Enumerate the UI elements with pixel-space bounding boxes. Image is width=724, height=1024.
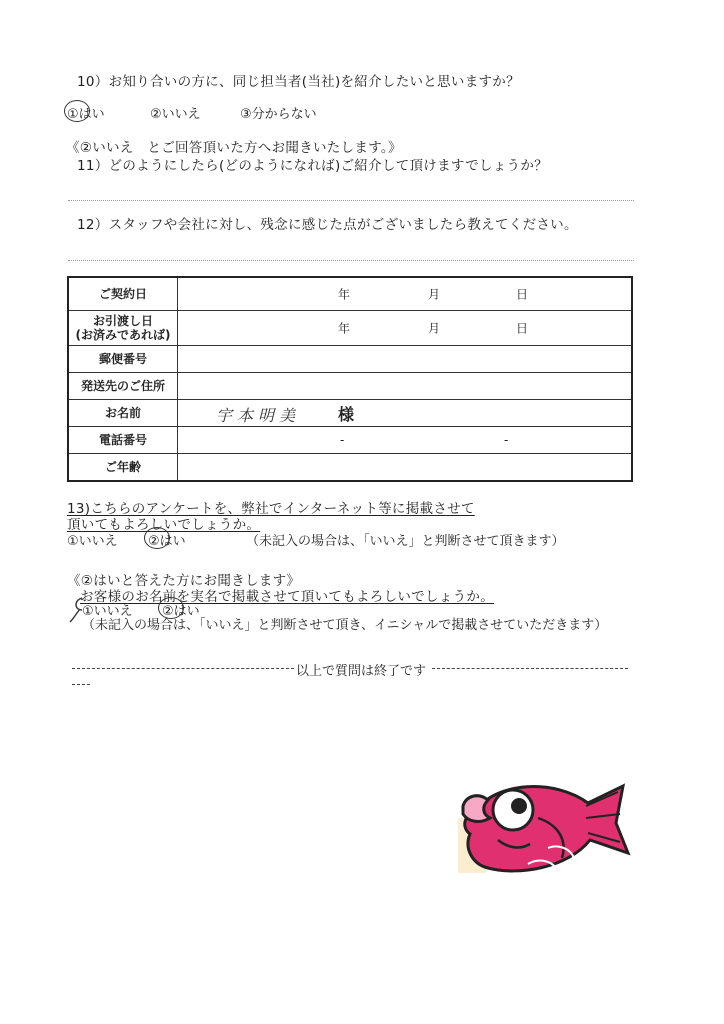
address-label: 発送先のご住所 [68,373,178,400]
q10-option-no[interactable]: ②いいえ [150,107,201,122]
q10-option-unknown[interactable]: ③分からない [240,107,317,122]
address-field[interactable] [178,373,633,400]
handwritten-name: 宇本明美 [216,406,301,425]
phone-field[interactable] [178,427,633,454]
end-line-tail [72,684,90,685]
month-label: 月 [428,287,441,302]
contract-date-label: ご契約日 [68,277,178,311]
phone-dash-1: - [340,433,345,447]
customer-info-table [67,276,633,482]
day-label: 日 [516,287,529,302]
q12-question: 12）スタッフや会社に対し、残念に感じた点がございましたら教えてください。 [77,217,578,233]
phone-dash-2: - [504,433,509,447]
postal-row [68,346,632,373]
q10-yes-circle-mark [64,100,90,122]
end-line-left [72,668,294,669]
postal-label: 郵便番号 [68,346,178,373]
q12-answer-line [68,260,634,261]
q13-option-yes[interactable]: ②はい [148,534,186,549]
q11-answer-line [68,200,634,201]
q14-header: 《②はいと答えた方にお聞きします》 [67,573,301,589]
year-label: 年 [338,321,351,336]
delivery-date-field[interactable] [178,311,633,346]
delivery-date-label [68,311,178,346]
year-label: 年 [338,287,351,302]
end-line-right [432,668,628,669]
postal-field[interactable] [178,346,633,373]
q13-note: （未記入の場合は、「いいえ」と判断させて頂きます） [246,534,565,549]
day-label: 日 [516,321,529,336]
section-note-no: 《②いいえ とご回答頂いた方へお聞きいたします。》 [66,140,402,156]
q10-question: 10）お知り合いの方に、同じ担当者(当社)を紹介したいと思いますか？ [77,74,520,90]
contract-date-row [68,277,632,311]
phone-label: 電話番号 [68,427,178,454]
age-row [68,454,632,482]
name-field[interactable] [178,400,633,427]
month-label: 月 [428,321,441,336]
phone-row [68,427,632,454]
q13-question-line2: 頂いてもよろしいでしょうか。 [67,517,261,533]
contract-date-field[interactable] [178,277,633,311]
q14-option-yes[interactable]: ②はい [162,604,200,619]
delivery-date-label-line2: (お済みであれば) [75,328,171,342]
q14-note: （未記入の場合は、「いいえ」と判断させて頂き、イニシャルで掲載させていただきます） [82,618,608,633]
end-text: 以上で質問は終了です [296,664,427,679]
name-label: お名前 [68,400,178,427]
q14-question: お客様のお名前を実名で掲載させて頂いてもよろしいでしょうか。 [80,589,494,605]
name-row [68,400,632,427]
q11-question: 11）どのようにしたら(どのようになれば)ご紹介して頂けますでしょうか？ [77,158,548,174]
honorific-sama: 様 [338,405,355,424]
q13-yes-circle-mark [144,527,170,549]
q10-option-yes[interactable]: ①はい [67,107,105,122]
address-row [68,373,632,400]
q13-option-no[interactable]: ①いいえ [67,534,118,549]
delivery-date-label-line1: お引渡し日 [92,314,153,328]
q14-option-no[interactable]: ①いいえ [82,604,133,619]
age-field[interactable] [178,454,633,482]
age-label: ご年齢 [68,454,178,482]
q13-question-line1: 13)こちらのアンケートを、弊社でインターネット等に掲載させて [67,501,475,517]
fish-mascot-icon [458,778,633,878]
delivery-date-row [68,311,632,346]
